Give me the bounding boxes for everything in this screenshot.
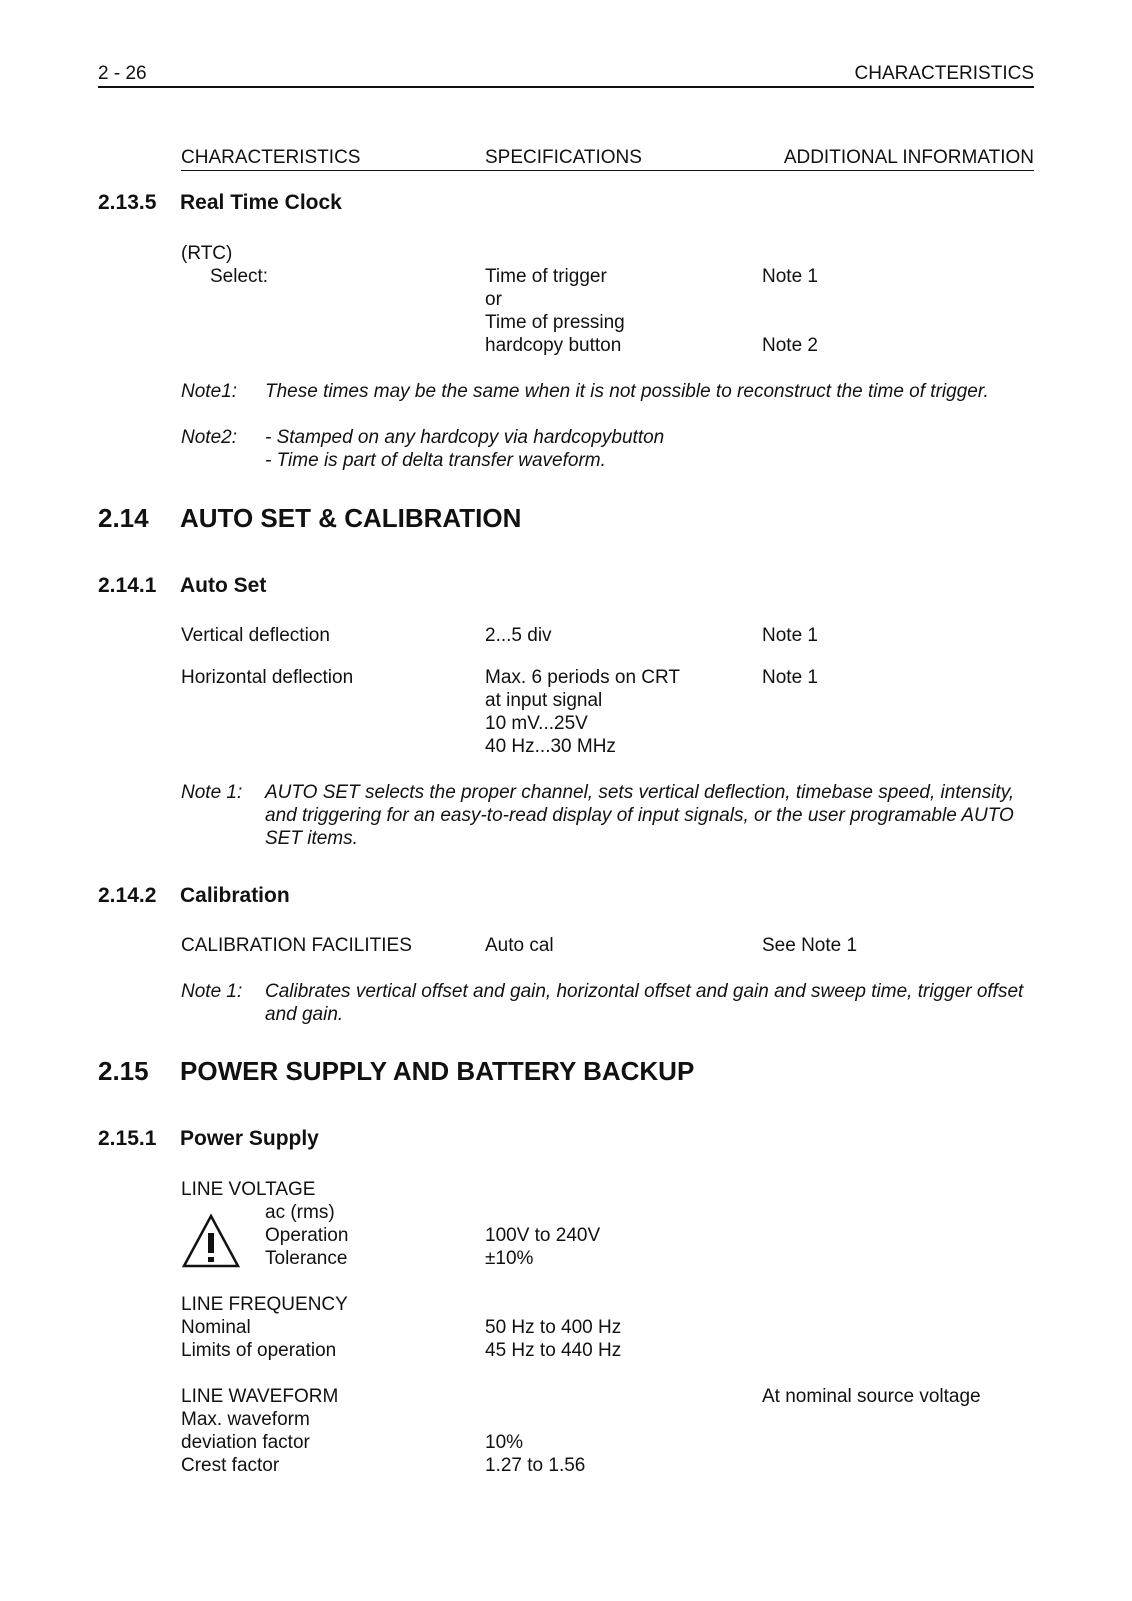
warning-triangle-icon [181, 1213, 241, 1269]
line-frequency-limits-label: Limits of operation [181, 1340, 337, 1361]
section-title: Auto Set [180, 574, 267, 597]
line-waveform-max-label: Max. waveform [181, 1409, 310, 1430]
autoset-vertical-spec: 2...5 div [485, 625, 552, 646]
line-waveform-crest-spec: 1.27 to 1.56 [485, 1455, 586, 1476]
autoset-horizontal-info: Note 1 [762, 667, 818, 688]
section-title: Power Supply [180, 1127, 319, 1150]
line-waveform-crest-label: Crest factor [181, 1455, 280, 1476]
section-number: 2.14.2 [98, 884, 157, 907]
line-frequency-limits-spec: 45 Hz to 440 Hz [485, 1340, 622, 1361]
section-number: 2.14.1 [98, 574, 157, 597]
section-number: 2.13.5 [98, 191, 157, 214]
calibration-spec: Auto cal [485, 935, 554, 956]
section-title: Calibration [180, 884, 290, 907]
autoset-horizontal-spec: at input signal [485, 690, 603, 711]
note-label: Note 1: [181, 782, 243, 803]
line-voltage-operation-label: Operation [265, 1225, 349, 1246]
line-waveform-deviation-spec: 10% [485, 1432, 524, 1453]
line-frequency-nominal-label: Nominal [181, 1317, 251, 1338]
note-text: These times may be the same when it is not possible to reconstruct the time of trigger. [265, 381, 989, 402]
calibration-note [181, 980, 1041, 1026]
column-heading-specifications: SPECIFICATIONS [485, 147, 642, 168]
note-text: - Stamped on any hardcopy via hardcopybutton [265, 427, 665, 448]
header-rule [98, 86, 1034, 88]
calibration-label: CALIBRATION FACILITIES [181, 935, 412, 956]
note-label: Note 1: [181, 981, 243, 1002]
note-label: Note2: [181, 427, 237, 448]
autoset-vertical-label: Vertical deflection [181, 625, 330, 646]
calibration-info: See Note 1 [762, 935, 858, 956]
autoset-vertical-info: Note 1 [762, 625, 818, 646]
autoset-horizontal-spec: 10 mV...25V [485, 713, 588, 734]
line-frequency-heading: LINE FREQUENCY [181, 1294, 348, 1315]
section-number: 2.15.1 [98, 1127, 157, 1150]
line-frequency-nominal-spec: 50 Hz to 400 Hz [485, 1317, 622, 1338]
rtc-note2 [181, 426, 1041, 472]
note-text: - Time is part of delta transfer waveform. [265, 450, 606, 471]
autoset-horizontal-label: Horizontal deflection [181, 667, 354, 688]
rtc-info-note1: Note 1 [762, 266, 818, 287]
rtc-info-note2: Note 2 [762, 335, 818, 356]
line-voltage-heading: LINE VOLTAGE [181, 1179, 316, 1200]
note-text: Calibrates vertical offset and gain, horizontal offset and gain and sweep time, trigger offset and gain. [265, 981, 1024, 1025]
section-number: 2.15 [98, 1056, 149, 1086]
rtc-spec-line: hardcopy button [485, 335, 622, 356]
autoset-horizontal-spec: 40 Hz...30 MHz [485, 736, 616, 757]
line-voltage-tolerance-spec: ±10% [485, 1248, 534, 1269]
line-voltage-tolerance-label: Tolerance [265, 1248, 348, 1269]
autoset-horizontal-spec: Max. 6 periods on CRT [485, 667, 681, 688]
line-voltage-ac-rms: ac (rms) [265, 1202, 335, 1223]
rtc-spec-line: or [485, 289, 502, 310]
page-number: 2 - 26 [98, 63, 147, 84]
note-label: Note1: [181, 381, 237, 402]
running-header: CHARACTERISTICS [854, 63, 1034, 84]
section-title: Real Time Clock [180, 191, 342, 214]
rtc-label: (RTC) [181, 243, 233, 264]
rtc-select-label: Select: [210, 266, 269, 287]
rtc-spec-line: Time of trigger [485, 266, 607, 287]
line-voltage-operation-spec: 100V to 240V [485, 1225, 601, 1246]
column-heading-characteristics: CHARACTERISTICS [181, 147, 361, 168]
line-waveform-heading: LINE WAVEFORM [181, 1386, 339, 1407]
line-waveform-deviation-label: deviation factor [181, 1432, 310, 1453]
section-title: POWER SUPPLY AND BATTERY BACKUP [180, 1056, 695, 1086]
line-waveform-info: At nominal source voltage [762, 1386, 981, 1407]
column-heading-rule [181, 170, 1034, 171]
section-number: 2.14 [98, 503, 149, 533]
column-heading-additional-info: ADDITIONAL INFORMATION [783, 147, 1034, 168]
section-title: AUTO SET & CALIBRATION [180, 503, 522, 533]
autoset-note [181, 781, 1041, 851]
note-text: AUTO SET selects the proper channel, sets vertical deflection, timebase speed, intensity, and triggering for an easy-to-read display of input signals, or the user programable AUTO SET items. [265, 782, 1015, 849]
rtc-spec-line: Time of pressing [485, 312, 625, 333]
